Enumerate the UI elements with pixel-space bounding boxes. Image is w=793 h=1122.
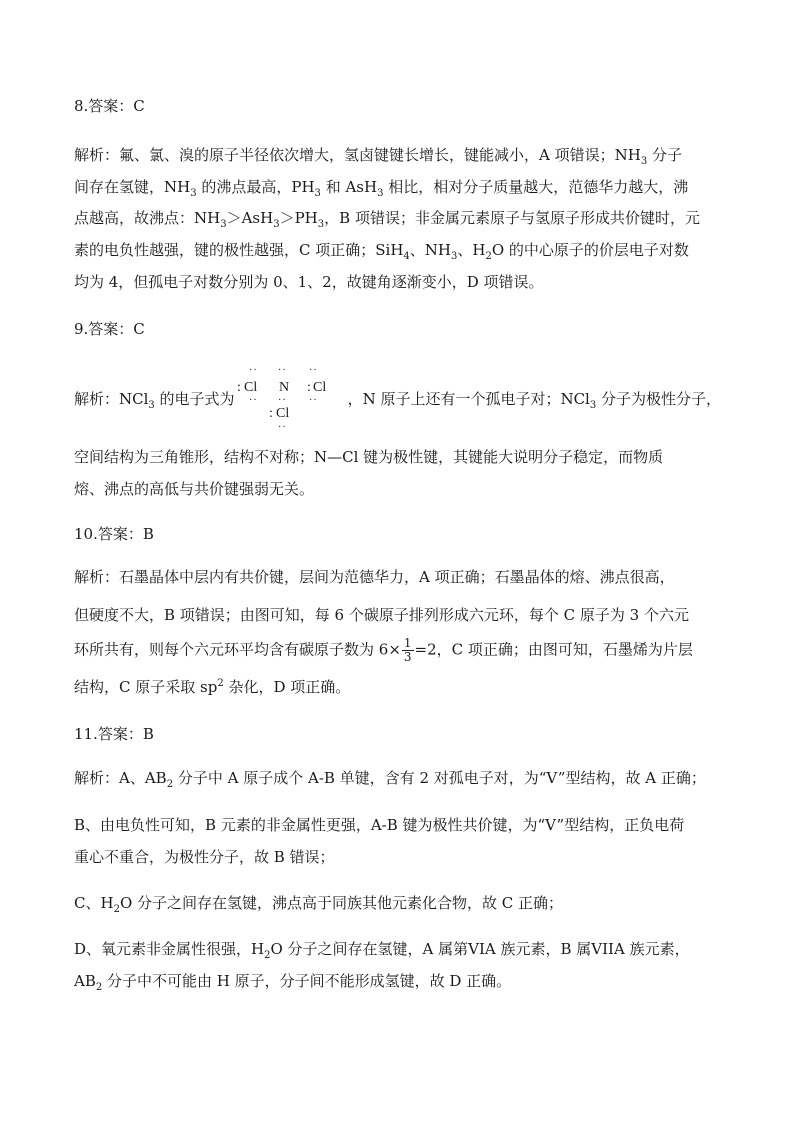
answer-8: 8.答案：C [74, 97, 145, 115]
q9-line-1: 解析：NCl$_3$ 的电子式为 ，N 原子上还有一个孤电子对；NCl$_3$ 分子为极性分子， [74, 390, 722, 411]
text-segment: 解析：氟、氯、溴的原子半径依次增大，氢卤键键长增长，键能减小，A 项错误；NH [74, 146, 641, 164]
q11-line-6 [74, 971, 511, 991]
text-segment: D、氧元素非金属性很强，H [74, 940, 265, 958]
q8-line-5 [74, 272, 544, 292]
text-segment: 相比，相对分子质量越大，范德华力越大，沸 [383, 178, 689, 196]
text-segment: 分子 [647, 146, 682, 164]
text-segment: 点越高，故沸点：NH [74, 209, 221, 227]
text-segment: ，B 项错误；非金属元素原子与氢原子形成共价键时，元 [324, 209, 700, 227]
subscript: 3 [640, 156, 648, 167]
subscript: 2 [166, 779, 174, 790]
text-segment: ＞AsH [226, 209, 274, 227]
answer-11: 11.答案：B [74, 725, 154, 743]
text-segment: ＞PH [279, 209, 318, 227]
q11-line-3 [74, 847, 335, 867]
text-segment: AB [74, 972, 96, 990]
subscript: 2 [264, 950, 271, 961]
subscript: 3 [220, 219, 227, 230]
text-segment: 间存在氢键，NH [74, 178, 191, 196]
text-segment: 、H [457, 241, 486, 259]
text-segment: B、由电负性可知，B 元素的非金属性更强，A-B 键为极性共价键，为“V”型结构，正负电荷 [74, 816, 685, 834]
subscript: 4 [403, 251, 410, 262]
q8-line-4 [74, 240, 689, 260]
subscript: 3 [190, 188, 197, 199]
text-segment: 重心不重合，为极性分子，故 B 错误； [74, 848, 335, 866]
text-segment: 的沸点最高，PH [196, 178, 315, 196]
text-segment: 和 AsH [320, 178, 378, 196]
subscript: 2 [113, 904, 120, 915]
subscript: 3 [317, 219, 325, 230]
q8-line-1 [74, 145, 682, 165]
text-segment: O 分子之间存在氢键，A 属第VIA 族元素，B 属VIIA 族元素， [270, 940, 690, 958]
text-segment: 分子中不可能由 H 原子，分子间不能形成氢键，故 D 正确。 [102, 972, 512, 990]
subscript: 3 [273, 219, 280, 230]
q9-line-3: 熔、沸点的高低与共价键强弱无关。 [74, 480, 315, 498]
q11-line-4 [74, 893, 563, 913]
q9-line-2: 空间结构为三角锥形，结构不对称；N—Cl 键为极性键，其键能大说明分子稳定，而物质 [74, 448, 664, 466]
text-segment: C、H [74, 894, 114, 912]
q10-line-2: 但硬度不大，B 项错误；由图可知，每 6 个碳原子排列形成六元环，每个 C 原子为 3 个六元 [74, 606, 689, 624]
subscript: 2 [485, 251, 492, 262]
subscript: 3 [314, 188, 321, 199]
q10-line-4: 结构，C 原子采取 $sp^2$ 杂化，D 项正确。 [74, 678, 351, 696]
fraction-one-third: $\frac{1}{3}$ [403, 636, 412, 664]
q11-line-2 [74, 815, 684, 835]
text-segment: O 的中心原子的价层电子对数 [491, 241, 689, 259]
answer-9: 9.答案：C [74, 320, 145, 338]
text-segment: 均为 4，但孤电子对数分别为 0、1、2，故键角逐渐变小，D 项错误。 [74, 273, 544, 291]
text-segment: 、NH [409, 241, 451, 259]
subscript: 2 [95, 982, 103, 993]
ncl3-lewis-structure: ·· ·· ·· : Cl N : Cl ·· ·· ·· : Cl ·· [237, 365, 327, 433]
q8-line-3 [74, 208, 700, 228]
text-segment: 分子中 A 原子成个 A-B 单键，含有 2 对孤电子对，为“V”型结构，故 A 正确； [173, 769, 706, 787]
text-segment: 解析：A、AB [74, 769, 167, 787]
q10-line-3: 环所共有，则每个六元环平均含有碳原子数为 6× $\frac{1}{3}$ =2，C 项正确；由图可知，石墨烯为片层 [74, 636, 693, 664]
q11-line-5 [74, 939, 690, 959]
answer-10: 10.答案：B [74, 525, 154, 543]
text-segment: O 分子之间存在氢键，沸点高于同族其他元素化合物，故 C 正确； [119, 894, 564, 912]
q10-line-1: 解析：石墨晶体中层内有共价键，层间为范德华力，A 项正确；石墨晶体的熔、沸点很高， [74, 568, 675, 586]
text-segment: 素的电负性越强，键的极性越强，C 项正确；SiH [74, 241, 404, 259]
subscript: 3 [377, 188, 384, 199]
q11-line-1 [74, 768, 706, 788]
subscript: 3 [451, 251, 458, 262]
q8-line-2 [74, 177, 688, 197]
